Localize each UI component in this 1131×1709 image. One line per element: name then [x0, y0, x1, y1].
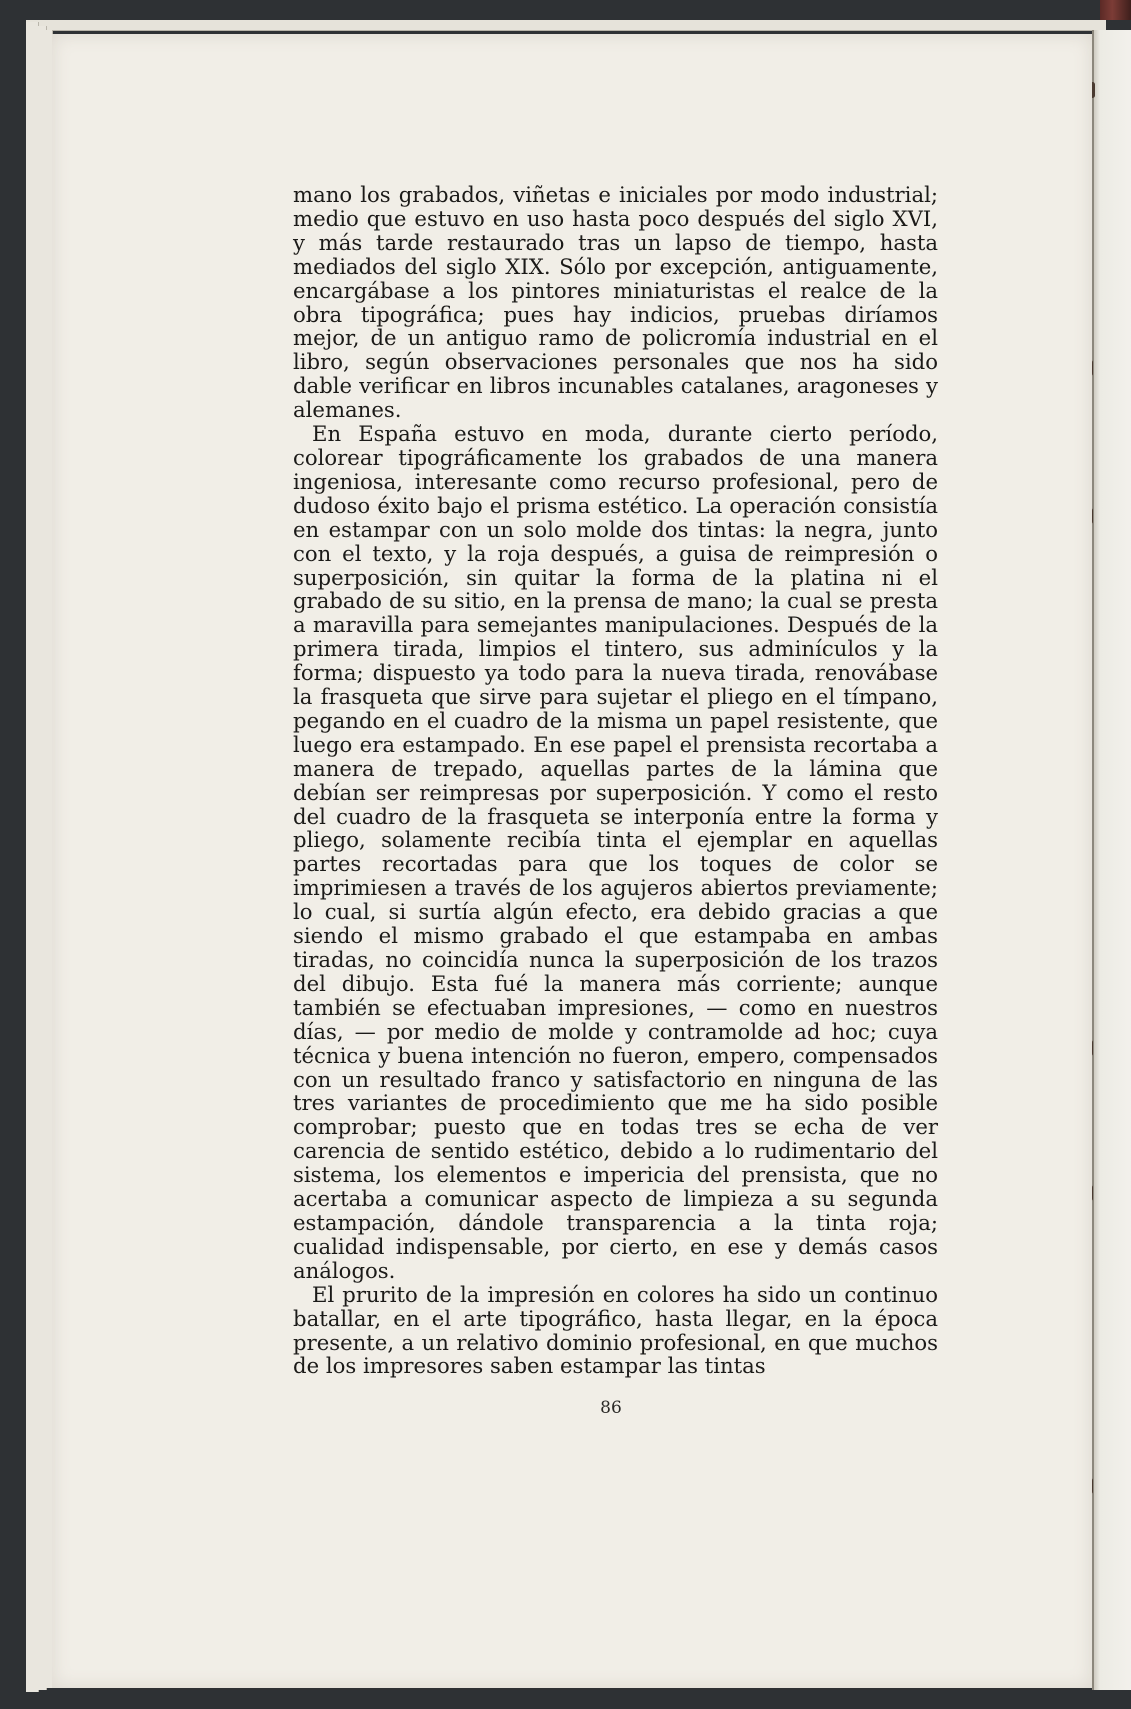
binding-thread-strip: [1100, 0, 1131, 20]
paragraph: En España estuvo en moda, durante cierto período, colorear tipográficamente los grabados de una manera ingeniosa, interesante como recurso profesional, pero de dudoso éxito bajo el prisma estético. La operación consistía en estampar con un solo molde dos tintas: la negra, junto con el texto, y la roja después, a guisa de reimpresión o superposición, sin quitar la forma de la platina ni el grabado de su sitio, en la prensa de mano; la cual se presta a maravilla para semejantes manipulaciones. Después de la primera tirada, limpios el tintero, sus adminículos y la forma; dispuesto ya todo para la nueva tirada, renovábase la frasqueta que sirve para sujetar el pliego en el tímpano, pegando en el cuadro de la misma un papel resistente, que luego era estampado. En ese papel el prensista recortaba a manera de trepado, aquellas partes de la lámina que debían ser reimpresas por superposición. Y como el resto del cuadro de la frasqueta se interponía entre la forma y pliego, solamente recibía tinta el ejemplar en aquellas partes recortadas para que los toques de color se imprimiesen a través de los agujeros abiertos previamente; lo cual, si surtía algún efecto, era debido gracias a que siendo el mismo grabado el que estampaba en ambas tiradas, no coincidía nunca la superposición de los trazos del dibujo. Esta fué la manera más corriente; aunque también se efectuaban impresiones, — como en nuestros días, — por medio de molde y contramolde ad hoc; cuya técnica y buena intención no fueron, empero, compensados con un resultado franco y satisfactorio en ninguna de las tres variantes de procedimiento que me ha sido posible comprobar; puesto que en todas tres se echa de ver carencia de sentido estético, debido a lo rudimentario del sistema, los elementos e impericia del prensista, que no acertaba a comunicar aspecto de limpieza a su segunda estampación, dándole transparencia a la tinta roja; cualidad indispensable, por cierto, en ese y demás casos análogos.: [293, 421, 938, 1283]
facing-page-edge: [1092, 30, 1131, 1690]
paragraph: mano los grabados, viñetas e iniciales por modo industrial; medio que estuvo en uso hasta poco después del siglo XVI, y más tarde restaurado tras un lapso de tiempo, hasta mediados del siglo XIX. Sólo por excepción, antiguamente, encargábase a los pintores miniaturistas el realce de la obra tipográfica; pues hay indicios, pruebas diríamos mejor, de un antiguo ramo de policromía industrial en el libro, según observaciones personales que nos ha sido dable verificar en libros incunables catalanes, aragoneses y alemanes.: [293, 182, 938, 423]
paragraph: El prurito de la impresión en colores ha sido un continuo batallar, en el arte tipográfico, hasta llegar, en la época presente, a un relativo dominio profesional, en que muchos de los impresores saben estampar las tintas: [293, 1281, 938, 1379]
page-number: 86: [600, 1398, 622, 1418]
page-top-edge: [26, 20, 1106, 31]
body-text: [293, 183, 938, 1378]
